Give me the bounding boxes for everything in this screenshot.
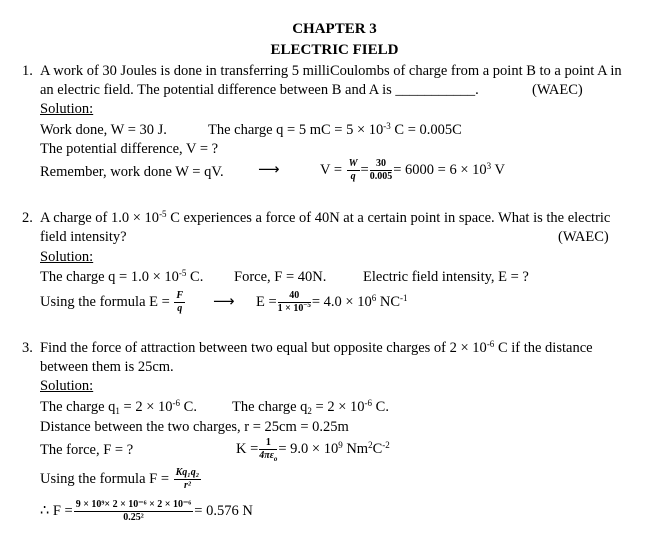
q3-charge-q1: The charge $q_1 = 2 \times 10^{-6}$ C. (40, 398, 197, 416)
q2-fraction-40-over-charge: $\frac{40}{1 \times 10^{-5}}$ (277, 290, 311, 315)
q3-text-line1: Find the force of attraction between two equal but opposite charges of $2 \times 10^{-6}$ C if the distance (40, 339, 593, 356)
q2-field-intensity: Electric field intensity, E = ? (363, 269, 529, 285)
q3-distance: Distance between the two charges, r = 25cm = 0.25m (40, 419, 349, 435)
q1-text-line2: an electric field. The potential difference between B and A is ___________. (40, 82, 479, 98)
q2-force: Force, F = 40N. (234, 269, 327, 285)
q1-fraction-w-over-q: $\frac{W}{q}$ (348, 158, 358, 183)
q3-solution-heading: Solution: (40, 378, 94, 394)
chapter-number: CHAPTER 3 (292, 21, 377, 37)
q1-equation: V = $\frac{W}{q}$ = $\frac{30}{0.005}$ = $6000 = 6 \times 10^3$ V (320, 158, 505, 183)
q3-fraction-k: $\frac{1}{4\pi\varepsilon_o}$ (259, 437, 278, 464)
q1-number: 1. (22, 63, 33, 79)
q1-potential-difference: The potential difference, V = ? (40, 141, 219, 157)
q3-charge-q2: The charge $q_2 = 2 \times 10^{-6}$ C. (232, 398, 389, 416)
q3-calculation: ∴ F = $\frac{\text{9 × 10⁹× 2 × 10⁻⁶ × 2 × 10⁻⁶}}{\text{0.25²}}$ = 0.576 N (40, 499, 253, 524)
q2-charge: The charge $q = 1.0 \times 10^{-5}$ C. (40, 268, 204, 285)
q1-work-done: Work done, W = 30 J. (40, 122, 167, 138)
chapter-title: ELECTRIC FIELD (270, 42, 399, 58)
q2-arrow-icon: ⟶ (213, 292, 235, 310)
q1-solution-heading: Solution: (40, 101, 94, 117)
q3-fraction-calculation: $\frac{\text{9 × 10⁹× 2 × 10⁻⁶ × 2 × 10⁻⁶}}{\text{0.25²}}$ (75, 499, 192, 524)
q3-fraction-coulomb: $\frac{\text{Kq₁q₂}}{\text{r²}}$ (175, 467, 200, 492)
q2-number: 2. (22, 210, 33, 226)
q1-source: (WAEC) (532, 82, 583, 98)
q2-solution-heading: Solution: (40, 249, 94, 265)
q1-remember: Remember, work done W = qV. (40, 164, 224, 180)
q2-source: (WAEC) (558, 229, 609, 245)
q1-fraction-30-over-0005: $\frac{30}{0.005}$ (369, 158, 393, 183)
q1-text-line1: A work of 30 Joules is done in transferring 5 milliCoulombs of charge from a point B to a point A in (40, 63, 622, 79)
q3-formula: Using the formula F = $\frac{\text{Kq₁q₂}}{\text{r²}}$ (40, 467, 200, 492)
q3-text-line2: between them is 25cm. (40, 359, 174, 375)
q2-equation: E = $\frac{40}{1 \times 10^{-5}}$ = $4.0 \times 10^6$ $NC^{-1}$ (256, 290, 408, 315)
q2-text-line2: field intensity? (40, 229, 127, 245)
q1-arrow-icon: ⟶ (258, 160, 280, 178)
q3-force: The force, F = ? (40, 442, 134, 458)
q3-constant-k: K = $\frac{1}{4\pi\varepsilon_o}$ = $9.0 \times 10^9$ $Nm^2C^{-2}$ (236, 437, 390, 464)
q2-fraction-f-over-q: $\frac{F}{q}$ (176, 290, 184, 315)
q3-number: 3. (22, 340, 33, 356)
q2-formula: Using the formula E = $\frac{F}{q}$ (40, 290, 184, 315)
q1-charge: The charge q = 5 mC = $5 \times 10^{-3}$ C = 0.005C (208, 121, 462, 138)
q2-text-line1: A charge of $1.0 \times 10^{-5}$ C experiences a force of 40N at a certain point in space. What is the electric (40, 209, 611, 226)
